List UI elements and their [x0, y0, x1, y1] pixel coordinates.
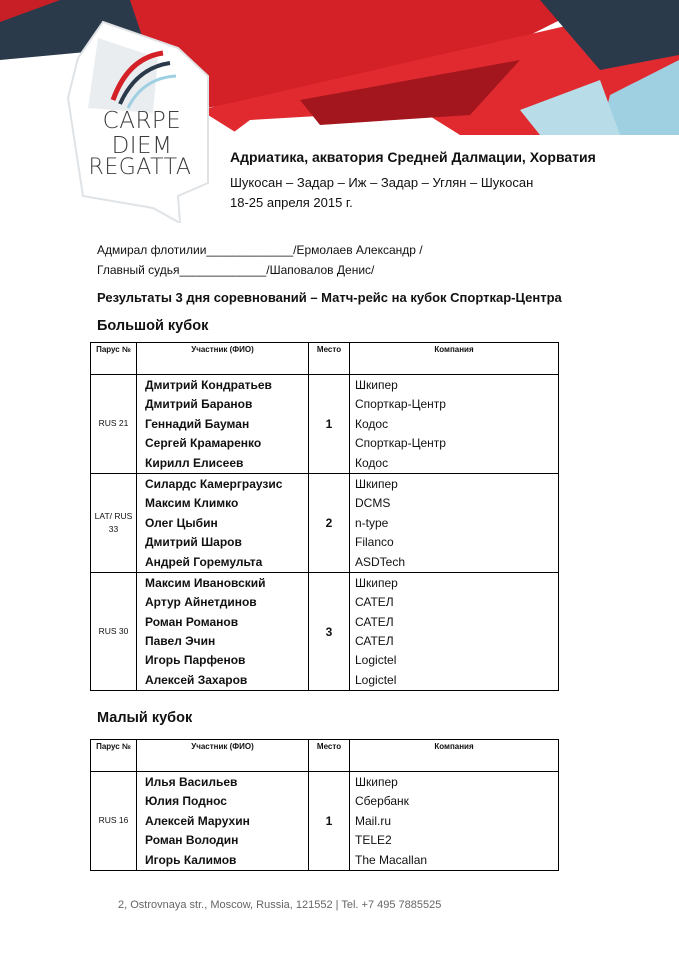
big-cup-table	[90, 342, 559, 691]
event-route: Шукосан – Задар – Иж – Задар – Углян – Шукосан	[230, 175, 534, 190]
member-name: Андрей Горемульта	[145, 554, 263, 569]
member-name: Дмитрий Шаров	[145, 535, 242, 550]
member-name: Кирилл Елисеев	[145, 455, 244, 470]
team-companies	[350, 772, 559, 871]
company-name: Logictel	[355, 653, 397, 668]
big-cup-title: Большой кубок	[97, 318, 209, 334]
member-name: Силардс Камерграузис	[145, 476, 283, 491]
judge-line: Главный судья_____________/Шаповалов Денис/	[97, 263, 375, 277]
company-name: Mail.ru	[355, 813, 392, 828]
member-name: Дмитрий Кондратьев	[145, 378, 272, 392]
member-name: Дмитрий Баранов	[145, 397, 253, 412]
company-name: DCMS	[355, 496, 391, 511]
company-name: n-type	[355, 515, 389, 530]
sail-number: RUS 16	[91, 772, 137, 871]
company-name: Filanco	[355, 535, 394, 550]
member-name: Максим Ивановский	[145, 575, 266, 590]
company-name: Шкипер	[355, 575, 398, 590]
col-header-company: Компания	[350, 343, 559, 375]
company-name: ASDTech	[355, 554, 406, 569]
col-header-sail: Парус №	[91, 343, 137, 375]
team-companies	[350, 375, 559, 474]
logo-word-diem: DIEM	[111, 133, 173, 159]
company-name: Спорткар-Центр	[355, 436, 446, 451]
col-header-place: Место	[309, 343, 350, 375]
member-name: Игорь Калимов	[145, 852, 237, 867]
member-name: Алексей Марухин	[145, 813, 250, 828]
member-name: Игорь Парфенов	[145, 653, 246, 668]
member-name: Илья Васильев	[145, 775, 238, 789]
team-members	[137, 572, 309, 690]
team-row	[91, 572, 559, 690]
member-name: Роман Романов	[145, 614, 239, 629]
table-header-row	[91, 740, 559, 772]
small-cup-table	[90, 739, 559, 871]
company-name: The Macallan	[355, 852, 428, 867]
company-name: САТЕЛ	[355, 595, 394, 610]
member-name: Олег Цыбин	[145, 515, 218, 530]
team-members	[137, 375, 309, 474]
col-header-participant: Участник (ФИО)	[137, 740, 309, 772]
member-name: Максим Климко	[145, 496, 239, 511]
table-header-row	[91, 343, 559, 375]
team-companies	[350, 572, 559, 690]
team-row	[91, 772, 559, 871]
company-name: Сбербанк	[355, 794, 409, 809]
col-header-sail: Парус №	[91, 740, 137, 772]
event-title: Адриатика, акватория Средней Далмации, Хорватия	[230, 149, 596, 165]
place-value: 1	[309, 375, 350, 474]
logo-word-regatta: REGATTA	[88, 155, 192, 180]
col-header-participant: Участник (ФИО)	[137, 343, 309, 375]
small-cup-title: Малый кубок	[97, 710, 193, 726]
col-header-place: Место	[309, 740, 350, 772]
member-name: Роман Володин	[145, 833, 239, 848]
company-name: Logictel	[355, 672, 397, 687]
sail-number: RUS 30	[91, 572, 137, 690]
event-dates: 18-25 апреля 2015 г.	[230, 195, 353, 210]
team-companies	[350, 473, 559, 572]
admiral-line: Адмирал флотилии_____________/Ермолаев Александр /	[97, 243, 423, 257]
team-row	[91, 473, 559, 572]
place-value: 2	[309, 473, 350, 572]
results-title: Результаты 3 дня соревнований – Матч-рейс на кубок Спорткар-Центра	[97, 290, 562, 305]
company-name: САТЕЛ	[355, 634, 394, 649]
col-header-company: Компания	[350, 740, 559, 772]
member-name: Алексей Захаров	[145, 672, 248, 687]
company-name: Кодос	[355, 455, 389, 470]
company-name: САТЕЛ	[355, 614, 394, 629]
footer-address: 2, Ostrovnaya str., Moscow, Russia, 121552 | Tel. +7 495 7885525	[118, 899, 442, 911]
member-name: Павел Эчин	[145, 634, 216, 649]
company-name: Шкипер	[355, 378, 398, 392]
place-value: 3	[309, 572, 350, 690]
member-name: Артур Айнетдинов	[145, 595, 257, 610]
sail-number: RUS 21	[91, 375, 137, 474]
member-name: Сергей Крамаренко	[145, 436, 262, 451]
logo-word-carpe: CARPE	[102, 108, 182, 134]
team-members	[137, 772, 309, 871]
member-name: Геннадий Бауман	[145, 416, 250, 431]
team-row	[91, 375, 559, 474]
sail-number: LAT/ RUS 33	[91, 473, 137, 572]
company-name: Спорткар-Центр	[355, 397, 446, 412]
company-name: TELE2	[355, 833, 392, 848]
place-value: 1	[309, 772, 350, 871]
company-name: Шкипер	[355, 775, 398, 789]
company-name: Шкипер	[355, 476, 398, 491]
team-members	[137, 473, 309, 572]
company-name: Кодос	[355, 416, 389, 431]
member-name: Юлия Поднос	[145, 794, 227, 809]
